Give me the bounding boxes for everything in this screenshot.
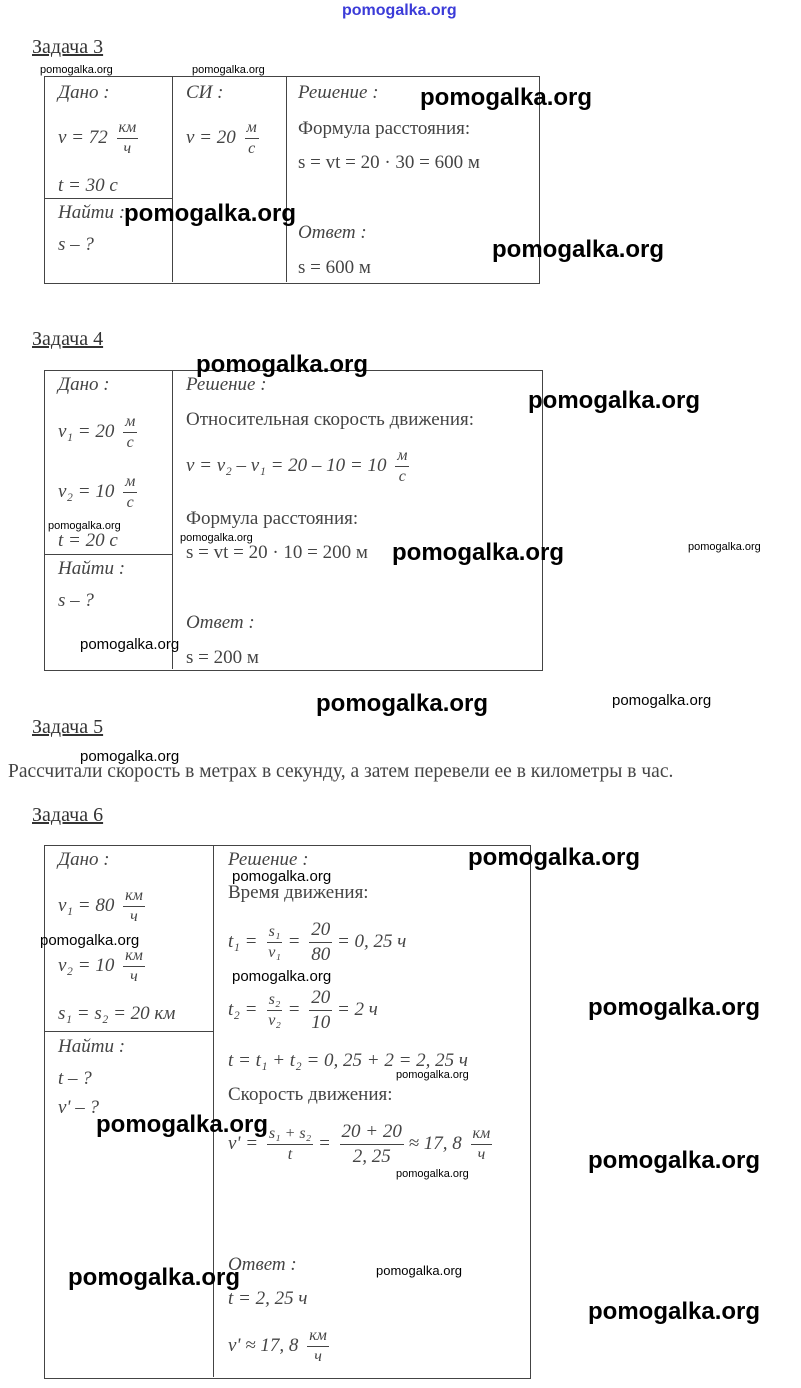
watermark: pomogalka.org bbox=[40, 932, 140, 949]
watermark: pomogalka.org bbox=[588, 1298, 761, 1325]
watermark: pomogalka.org bbox=[688, 541, 761, 553]
task3-v-unit: $\frac{км}{ч}$ bbox=[118, 119, 137, 157]
watermark: pomogalka.org bbox=[48, 520, 121, 532]
task4-rel: v = v₂ – v₁ = 20 – 10 = 10 bbox=[186, 454, 387, 476]
task3-given-label: Дано : bbox=[58, 82, 110, 103]
task4-find-label: Найти : bbox=[58, 558, 126, 579]
task4-given-label: Дано : bbox=[58, 374, 110, 395]
watermark: pomogalka.org bbox=[80, 748, 180, 765]
watermark: pomogalka.org bbox=[96, 1111, 269, 1138]
task3-v: v = 72 bbox=[58, 126, 108, 148]
task6-v1-unit: $\frac{км}{ч}$ bbox=[125, 887, 143, 925]
task4-v1-unit: $\frac{м}{с}$ bbox=[125, 413, 136, 451]
task4-v2: v₂ = 10 bbox=[58, 480, 115, 502]
task3-v-si-unit: $\frac{м}{с}$ bbox=[246, 119, 257, 157]
watermark: pomogalka.org bbox=[528, 387, 701, 414]
task6-find-v: v' – ? bbox=[58, 1097, 99, 1118]
task6-solution-label: Решение : bbox=[228, 849, 309, 870]
task6-v2: v₂ = 10 bbox=[58, 954, 115, 976]
task6-t2-frac2: $\frac{20}{10}$ bbox=[311, 987, 331, 1033]
task4-answer: s = 200 м bbox=[186, 647, 259, 668]
task4-solution-label: Решение : bbox=[186, 374, 267, 395]
task4-rel-label: Относительная скорость движения: bbox=[186, 409, 475, 430]
task6-v1: v₁ = 80 bbox=[58, 894, 115, 916]
task6-answer-label: Ответ : bbox=[228, 1254, 297, 1275]
watermark: pomogalka.org bbox=[342, 2, 457, 19]
task4-v1: v₁ = 20 bbox=[58, 420, 115, 442]
task4-formula-label: Формула расстояния: bbox=[186, 508, 359, 529]
task3-solution-label: Решение : bbox=[298, 82, 379, 103]
task3-v-si: v = 20 bbox=[186, 126, 236, 148]
task6-speed-label: Скорость движения: bbox=[228, 1084, 393, 1105]
task6-find-label: Найти : bbox=[58, 1036, 126, 1057]
task6-t2-right: = 2 ч bbox=[336, 998, 378, 1020]
task3-si-label: СИ : bbox=[186, 82, 224, 103]
task6-t2-frac1: $\frac{\text{s₂}}{\text{v₂}}$ bbox=[268, 991, 281, 1029]
watermark: pomogalka.org bbox=[124, 200, 297, 227]
task6-given-label: Дано : bbox=[58, 849, 110, 870]
task6-v-frac1: $\frac{\text{s₁ + s₂}}{t}$ bbox=[268, 1125, 312, 1163]
watermark: pomogalka.org bbox=[232, 968, 332, 985]
task4-t: t = 20 с bbox=[58, 530, 118, 551]
task4-find: s – ? bbox=[58, 590, 94, 611]
task5-title: Задача 5 bbox=[32, 716, 104, 738]
task3-answer: s = 600 м bbox=[298, 257, 371, 278]
task6-v-unit: $\frac{км}{ч}$ bbox=[472, 1125, 491, 1163]
watermark: pomogalka.org bbox=[40, 64, 113, 76]
task6-t1-left: t₁ = bbox=[228, 930, 258, 952]
task6-answer-v: v' ≈ 17, 8 bbox=[228, 1334, 299, 1356]
watermark: pomogalka.org bbox=[376, 1263, 462, 1278]
task4-title: Задача 4 bbox=[32, 328, 104, 350]
task6-s: s₁ = s₂ = 20 км bbox=[58, 1003, 176, 1024]
task6-title: Задача 6 bbox=[32, 804, 104, 826]
task6-v2-unit: $\frac{км}{ч}$ bbox=[125, 947, 143, 985]
watermark: pomogalka.org bbox=[420, 84, 593, 111]
watermark: pomogalka.org bbox=[612, 692, 712, 709]
task3-answer-label: Ответ : bbox=[298, 222, 367, 243]
task6-t1-right: = 0, 25 ч bbox=[336, 930, 407, 952]
task3-formula: s = vt = 20 · 30 = 600 м bbox=[298, 152, 480, 173]
task6-v-right: ≈ 17, 8 bbox=[408, 1132, 462, 1154]
task3-t: t = 30 с bbox=[58, 175, 118, 196]
watermark: pomogalka.org bbox=[492, 236, 665, 263]
task4-rel-unit: $\frac{м}{с}$ bbox=[397, 447, 408, 485]
task6-answer-v-unit: $\frac{км}{ч}$ bbox=[309, 1327, 327, 1365]
task6-find-t: t – ? bbox=[58, 1068, 92, 1089]
watermark: pomogalka.org bbox=[196, 351, 369, 378]
watermark: pomogalka.org bbox=[232, 868, 332, 885]
task6-v-left: v' = bbox=[228, 1132, 259, 1154]
task6-t1-frac1: $\frac{\text{s₁}}{\text{v₁}}$ bbox=[268, 923, 281, 961]
watermark: pomogalka.org bbox=[392, 539, 565, 566]
task4-answer-label: Ответ : bbox=[186, 612, 255, 633]
task6-time-label: Время движения: bbox=[228, 882, 369, 903]
task6-answer-t: t = 2, 25 ч bbox=[228, 1288, 308, 1309]
watermark: pomogalka.org bbox=[80, 636, 180, 653]
watermark: pomogalka.org bbox=[192, 64, 265, 76]
watermark: pomogalka.org bbox=[316, 690, 489, 717]
watermark: pomogalka.org bbox=[588, 994, 761, 1021]
watermark: pomogalka.org bbox=[396, 1168, 469, 1180]
watermark: pomogalka.org bbox=[68, 1264, 241, 1291]
watermark: pomogalka.org bbox=[588, 1147, 761, 1174]
task3-find: s – ? bbox=[58, 234, 94, 255]
task3-title: Задача 3 bbox=[32, 36, 104, 58]
task6-t2-left: t₂ = bbox=[228, 998, 258, 1020]
task4-formula: s = vt = 20 · 10 = 200 м bbox=[186, 542, 368, 563]
task4-v2-unit: $\frac{м}{с}$ bbox=[125, 473, 136, 511]
watermark: pomogalka.org bbox=[180, 532, 253, 544]
task3-find-label: Найти : bbox=[58, 202, 126, 223]
task6-t-total: t = t₁ + t₂ = 0, 25 + 2 = 2, 25 ч bbox=[228, 1050, 468, 1071]
watermark: pomogalka.org bbox=[396, 1069, 469, 1081]
task6-t1-frac2: $\frac{20}{80}$ bbox=[311, 919, 331, 965]
watermark: pomogalka.org bbox=[468, 844, 641, 871]
task5-text: Рассчитали скорость в метрах в секунду, а затем перевели ее в километры в час. bbox=[8, 761, 674, 782]
task6-v-frac2: $\frac{20 + 20}{2, 25}$ bbox=[341, 1121, 402, 1167]
task3-formula-label: Формула расстояния: bbox=[298, 118, 471, 139]
